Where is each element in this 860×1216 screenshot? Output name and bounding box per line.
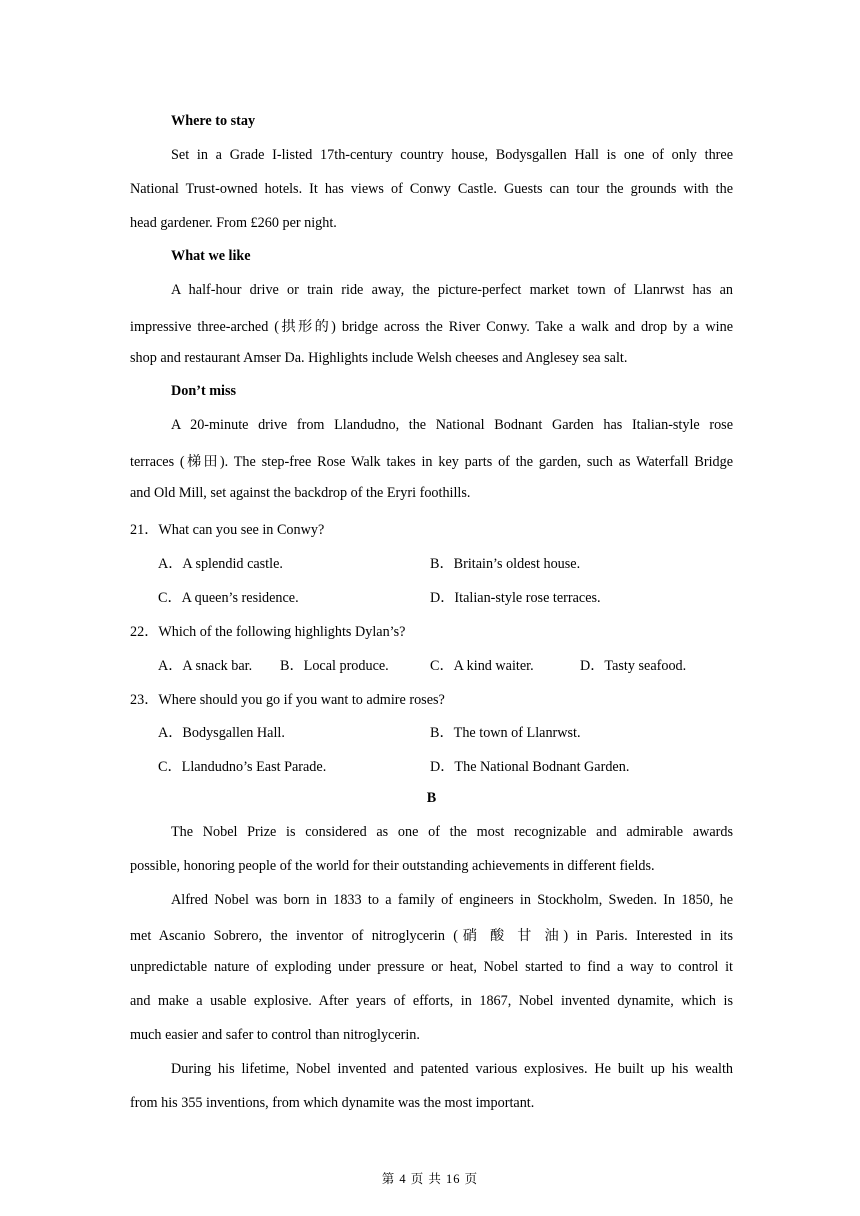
answer-option: D．Italian-style rose terraces. [430,590,601,606]
paragraph-line: National Trust-owned hotels. It has views of Conwy Castle. Guests can tour the grounds with the [130,181,733,197]
paragraph-line: A half-hour drive or train ride away, the picture-perfect market town of Llanrwst has an [171,282,733,298]
paragraph-line: impressive three-arched (拱形的) bridge across the River Conwy. Take a walk and drop by a wine [130,319,733,335]
answer-option: A．A splendid castle. [158,556,283,572]
paragraph-line: During his lifetime, Nobel invented and patented various explosives. He built up his wealth [171,1061,733,1077]
answer-option: B．Local produce. [280,658,389,674]
answer-option: A．Bodysgallen Hall. [158,725,285,741]
answer-option: A．A snack bar. [158,658,253,674]
question-stem: 22．Which of the following highlights Dylan’s? [130,624,406,640]
paragraph-line: Set in a Grade I-listed 17th-century country house, Bodysgallen Hall is one of only three [171,147,733,163]
answer-option: C．Llandudno’s East Parade. [158,759,327,775]
answer-option: C．A queen’s residence. [158,590,299,606]
answer-option: D．Tasty seafood. [580,658,687,674]
answer-option: C．A kind waiter. [430,658,534,674]
question-stem: 21．What can you see in Conwy? [130,522,325,538]
paragraph-line: and make a usable explosive. After years of efforts, in 1867, Nobel invented dynamite, which is [130,993,733,1009]
paragraph-line: terraces (梯田). The step-free Rose Walk takes in key parts of the garden, such as Waterfall Bridge [130,454,733,470]
paragraph-line: much easier and safer to control than nitroglycerin. [130,1027,420,1043]
page-footer: 第 4 页 共 16 页 [381,1172,479,1186]
section-heading-where-to-stay: Where to stay [171,113,256,129]
answer-option: B．Britain’s oldest house. [430,556,581,572]
section-heading-what-we-like: What we like [171,248,251,264]
paragraph-line: and Old Mill, set against the backdrop of the Eryri foothills. [130,485,471,501]
paragraph-line: Alfred Nobel was born in 1833 to a family of engineers in Stockholm, Sweden. In 1850, he [171,892,733,908]
paragraph-line: unpredictable nature of exploding under pressure or heat, Nobel started to find a way to control it [130,959,733,975]
paragraph-line: The Nobel Prize is considered as one of the most recognizable and admirable awards [171,824,733,840]
paragraph-line: A 20-minute drive from Llandudno, the National Bodnant Garden has Italian-style rose [171,417,733,433]
answer-option: B．The town of Llanrwst. [430,725,581,741]
question-stem: 23．Where should you go if you want to admire roses? [130,692,445,708]
passage-label: B [426,790,437,806]
answer-option: D．The National Bodnant Garden. [430,759,630,775]
paragraph-line: head gardener. From £260 per night. [130,215,337,231]
paragraph-line: from his 355 inventions, from which dynamite was the most important. [130,1095,535,1111]
section-heading-dont-miss: Don’t miss [171,383,237,399]
paragraph-line: shop and restaurant Amser Da. Highlights include Welsh cheeses and Anglesey sea salt. [130,350,628,366]
paragraph-line: met Ascanio Sobrero, the inventor of nitroglycerin (硝 酸 甘 油) in Paris. Interested in its [130,928,733,944]
paragraph-line: possible, honoring people of the world for their outstanding achievements in different fields. [130,858,655,874]
